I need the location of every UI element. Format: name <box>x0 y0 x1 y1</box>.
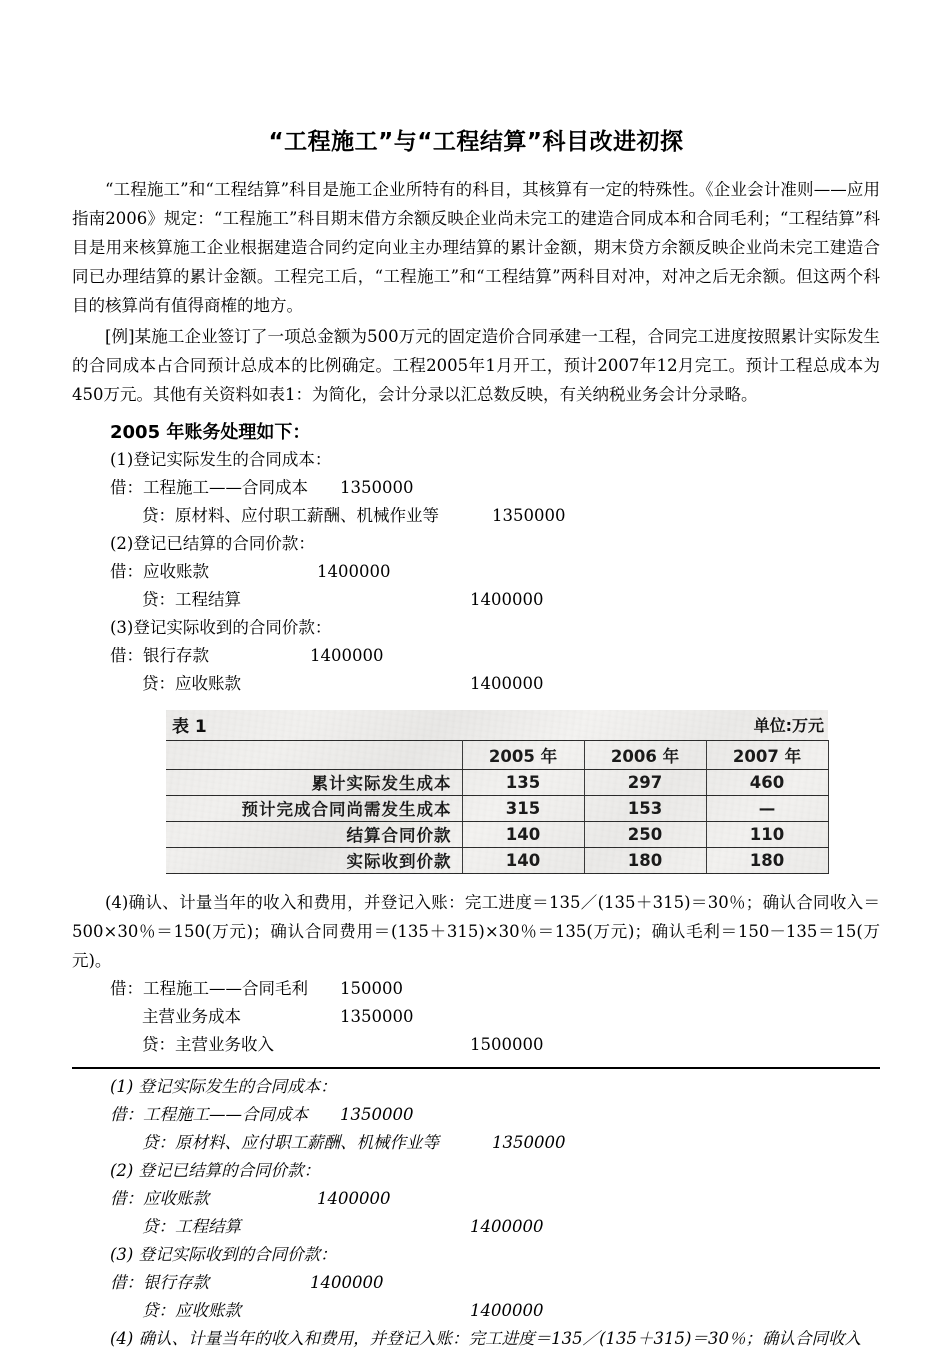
entry-label: 借：银行存款 <box>110 645 209 665</box>
table-figure-1 <box>166 710 828 874</box>
section-heading-2005: 2005 年账务处理如下： <box>110 421 311 443</box>
entry-label: 贷：应收账款 <box>142 673 241 693</box>
table-caption: 表 1 <box>172 716 207 737</box>
entry-label: 主营业务成本 <box>142 1006 241 1026</box>
entry-label: (1) 登记实际发生的合同成本： <box>110 1076 337 1096</box>
entry-row <box>72 1129 880 1157</box>
entry-row <box>72 1157 880 1185</box>
entry-row <box>72 1101 880 1129</box>
table-row-label: 预计完成合同尚需发生成本 <box>166 795 462 821</box>
entry-label: (2)登记已结算的合同价款： <box>110 533 315 553</box>
entry-row <box>72 1213 880 1241</box>
page-title: “工程施工”与“工程结算”科目改进初探 <box>268 129 684 155</box>
table-row-label: 结算合同价款 <box>166 821 462 847</box>
entry-amount: 150000 <box>340 978 403 998</box>
contract-data-table <box>166 740 829 874</box>
table-corner-cell <box>166 740 462 769</box>
entry-row <box>72 446 880 474</box>
entry-amount: 1350000 <box>340 1104 414 1124</box>
table-header-row <box>166 740 828 769</box>
table-cell: 297 <box>584 769 706 795</box>
entry-row <box>72 1241 880 1269</box>
entry-label: 借：应收账款 <box>110 1188 209 1208</box>
table-row <box>166 821 828 847</box>
paragraph-intro: “工程施工”和“工程结算”科目是施工企业所特有的科目，其核算有一定的特殊性。《企业会计准则——应用指南2006》规定：“工程施工”科目期末借方余额反映企业尚未完工的建造合同成本和合同毛利；“工程结算”科目是用来核算施工企业根据建造合同约定向业主办理结算的累计金额，期末贷方余额反映企业尚未完工建造合同已办理结算的累计金额。工程完工后，“工程施工”和“工程结算”两科目对冲，对冲之后无余额。但这两个科目的核算尚有值得商榷的地方。 <box>72 179 880 315</box>
entry-row <box>72 642 880 670</box>
entry-row <box>72 1031 880 1059</box>
entry-row <box>72 1073 880 1101</box>
paragraph-calculation: (4)确认、计量当年的收入和费用，并登记入账：完工进度＝135／(135＋315)＝30％；确认合同收入＝500×30％＝150(万元)；确认合同费用＝(135＋315)×30％＝135(万元)；确认毛利＝150－135＝15(万元)。 <box>72 892 880 970</box>
table-col-header: 2005 年 <box>462 740 584 769</box>
entry-label: 借：工程施工——合同毛利 <box>110 978 308 998</box>
entry-label: 贷：工程结算 <box>142 589 241 609</box>
entry-label: 贷：原材料、应付职工薪酬、机械作业等 <box>142 1132 439 1152</box>
entry-row <box>72 502 880 530</box>
table-cell: 110 <box>706 821 828 847</box>
entry-row <box>72 586 880 614</box>
table-row <box>166 769 828 795</box>
entry-row <box>72 614 880 642</box>
entry-row <box>72 670 880 698</box>
entry-amount: 1350000 <box>340 477 414 497</box>
table-unit-label: 单位:万元 <box>753 715 824 735</box>
table-col-header: 2007 年 <box>706 740 828 769</box>
table-cell: 315 <box>462 795 584 821</box>
entry-amount: 1400000 <box>470 589 544 609</box>
entry-label: 借：银行存款 <box>110 1272 209 1292</box>
table-cell: 180 <box>584 847 706 873</box>
entry-amount: 1400000 <box>310 1272 384 1292</box>
entry-label: (3)登记实际收到的合同价款： <box>110 617 332 637</box>
paragraph-example: [例]某施工企业签订了一项总金额为500万元的固定造价合同承建一工程，合同完工进度按照累计实际发生的合同成本占合同预计总成本的比例确定。工程2005年1月开工，预计2007年12月完工。预计工程总成本为450万元。其他有关资料如表1：为简化，会计分录以汇总数反映，有关纳税业务会计分录略。 <box>72 326 880 404</box>
table-row-label: 实际收到价款 <box>166 847 462 873</box>
entry-row <box>72 1185 880 1213</box>
entry-label: (2) 登记已结算的合同价款： <box>110 1160 321 1180</box>
entry-label: 借：工程施工——合同成本 <box>110 1104 308 1124</box>
journal-entries-italic <box>72 1073 880 1353</box>
entry-label: 贷：主营业务收入 <box>142 1034 274 1054</box>
table-cell: 140 <box>462 847 584 873</box>
document-content <box>72 0 880 1353</box>
entry-amount: 1400000 <box>317 1188 391 1208</box>
entry-row <box>72 1003 880 1031</box>
entry-label: 借：应收账款 <box>110 561 209 581</box>
table-row <box>166 847 828 873</box>
entry-row <box>72 474 880 502</box>
entry-row <box>72 1269 880 1297</box>
entry-amount: 1400000 <box>317 561 391 581</box>
entry-label: 贷：应收账款 <box>142 1300 241 1320</box>
table-row <box>166 795 828 821</box>
entry-row <box>72 530 880 558</box>
entry-amount: 1350000 <box>340 1006 414 1026</box>
entry-amount: 1500000 <box>470 1034 544 1054</box>
entry-label: 贷：原材料、应付职工薪酬、机械作业等 <box>142 505 439 525</box>
entry-row <box>72 975 880 1003</box>
entry-amount: 1350000 <box>492 1132 566 1152</box>
table-col-header: 2006 年 <box>584 740 706 769</box>
entry-label: (3) 登记实际收到的合同价款： <box>110 1244 337 1264</box>
table-cell: 153 <box>584 795 706 821</box>
entry-amount: 1400000 <box>470 1216 544 1236</box>
table-cell: 460 <box>706 769 828 795</box>
journal-entries-after-calc <box>72 975 880 1059</box>
entry-amount: 1400000 <box>470 1300 544 1320</box>
journal-entries-2005 <box>72 446 880 698</box>
section-divider <box>72 1067 880 1069</box>
table-cell: — <box>706 795 828 821</box>
entry-amount: 1400000 <box>310 645 384 665</box>
entry-row <box>72 1297 880 1325</box>
entry-label: 借：工程施工——合同成本 <box>110 477 308 497</box>
entry-label: 贷：工程结算 <box>142 1216 241 1236</box>
table-row-label: 累计实际发生成本 <box>166 769 462 795</box>
entry-label: (1)登记实际发生的合同成本： <box>110 449 332 469</box>
italic-last-line: (4) 确认、计量当年的收入和费用，并登记入账：完工进度＝135／(135＋315)＝30％；确认合同收入 <box>110 1328 861 1348</box>
table-cell: 135 <box>462 769 584 795</box>
entry-amount: 1400000 <box>470 673 544 693</box>
entry-amount: 1350000 <box>492 505 566 525</box>
entry-row <box>72 558 880 586</box>
table-caption-bar <box>166 710 828 740</box>
table-cell: 250 <box>584 821 706 847</box>
table-cell: 140 <box>462 821 584 847</box>
table-cell: 180 <box>706 847 828 873</box>
